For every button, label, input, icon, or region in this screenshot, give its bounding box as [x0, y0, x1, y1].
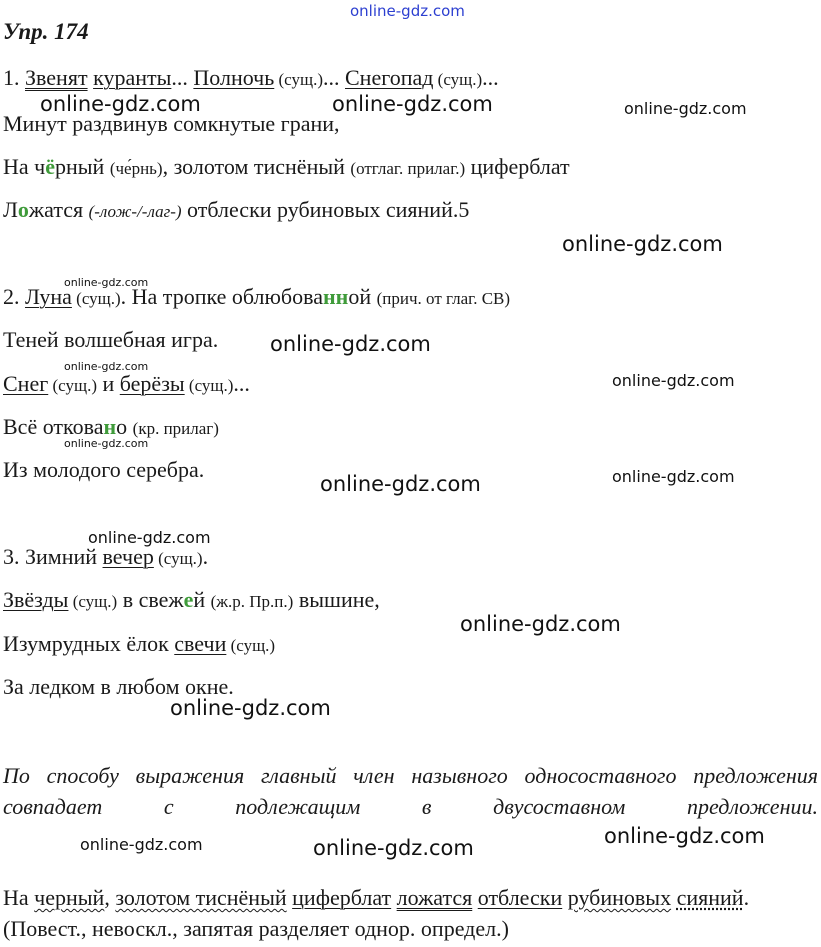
- subject-word: Снег: [3, 371, 49, 396]
- attribute-word: рубиновых: [567, 885, 672, 910]
- text: Изумрудных ёлок: [3, 631, 175, 656]
- text: ,: [104, 885, 116, 910]
- watermark: online-gdz.com: [313, 836, 474, 860]
- exercise-title: Упр. 174: [3, 19, 89, 44]
- note: (че́рнь): [109, 159, 163, 178]
- note: (кр. прилаг): [132, 419, 219, 438]
- watermark: online-gdz.com: [88, 528, 211, 547]
- text: ой: [348, 284, 377, 309]
- watermark: online-gdz.com: [332, 92, 493, 116]
- text: циферблат: [465, 154, 570, 179]
- watermark: online-gdz.com: [40, 92, 201, 116]
- note: (сущ.): [48, 376, 97, 395]
- subject-word: свечи: [174, 631, 227, 656]
- note: (сущ.): [226, 636, 276, 655]
- text: и: [96, 371, 120, 396]
- text: На ч: [3, 154, 46, 179]
- text: й: [193, 587, 211, 612]
- watermark: online-gdz.com: [350, 2, 465, 20]
- text: Л: [3, 197, 18, 222]
- watermark: online-gdz.com: [624, 99, 747, 118]
- s2-line-3: [3, 370, 250, 400]
- text: Всё откова: [3, 414, 104, 439]
- watermark: online-gdz.com: [270, 332, 431, 356]
- attribute-word: черный: [34, 885, 105, 910]
- s2-line-5: Из молодого серебра.: [3, 457, 205, 482]
- watermark: online-gdz.com: [170, 696, 331, 720]
- text: ...: [323, 65, 345, 90]
- final-paragraph: [3, 882, 818, 944]
- text: в свеж: [117, 587, 184, 612]
- subject-word: Луна: [25, 284, 72, 309]
- watermark: online-gdz.com: [64, 360, 149, 373]
- subject-word: Полночь: [193, 65, 275, 90]
- note: (ж.р. Пр.п.): [210, 592, 294, 611]
- text: .: [202, 544, 209, 569]
- text: На: [3, 885, 35, 910]
- highlight-letter: н: [103, 414, 117, 439]
- highlight-letter: нн: [323, 284, 349, 309]
- note: (сущ.): [71, 289, 121, 308]
- subject-word: вечер: [102, 544, 154, 569]
- s1-line-2: Минут раздвинув сомкнутые грани,: [3, 111, 340, 136]
- note: (сущ.): [153, 549, 203, 568]
- subject-word: берёзы: [119, 371, 185, 396]
- watermark: online-gdz.com: [460, 612, 621, 636]
- s3-line-4: За ледком в любом окне.: [3, 674, 234, 699]
- circumstance-word: циферблат: [292, 885, 392, 910]
- s3-line-2: [3, 586, 380, 616]
- text: рный: [54, 154, 110, 179]
- predicate-word: ложатся: [396, 885, 473, 910]
- num: 2.: [3, 284, 25, 309]
- note: (сущ.): [433, 70, 483, 89]
- highlight-letter: е: [183, 587, 194, 612]
- watermark: online-gdz.com: [320, 472, 481, 496]
- num: 3. Зимний: [3, 544, 103, 569]
- highlight-letter: ё: [45, 154, 55, 179]
- watermark: online-gdz.com: [612, 467, 735, 486]
- attribute-word: золотом тиснёный: [115, 885, 287, 910]
- s3-line-3: [3, 630, 275, 660]
- watermark: online-gdz.com: [612, 371, 735, 390]
- s1-line-4: [3, 196, 469, 226]
- subject-word: Звёзды: [3, 587, 69, 612]
- s3-line-1: [3, 543, 208, 573]
- subject-word: куранты: [93, 65, 172, 90]
- text: ...: [171, 65, 194, 90]
- note: (сущ.): [184, 376, 234, 395]
- watermark: online-gdz.com: [64, 276, 149, 289]
- watermark: online-gdz.com: [64, 437, 149, 450]
- watermark: online-gdz.com: [80, 835, 203, 854]
- predicate-word: Звенят: [25, 65, 88, 90]
- highlight-letter: о: [17, 197, 29, 222]
- s2-line-2: Теней волшебная игра.: [3, 327, 219, 352]
- s1-line-3: [3, 153, 570, 183]
- watermark: online-gdz.com: [604, 824, 765, 848]
- object-word: сияний: [676, 885, 744, 910]
- s1-line-1: [3, 64, 499, 94]
- note: (сущ.): [274, 70, 323, 89]
- note: (-лож-/-лаг-): [88, 202, 182, 221]
- note: (сущ.): [68, 592, 118, 611]
- rule-paragraph: По способу выражения главный член назывного односоставного предложения совпадает с подлежащим в двусоставном предложении.: [3, 763, 818, 819]
- subject-word: Снегопад: [345, 65, 434, 90]
- text: , золотом тиснёный: [162, 154, 351, 179]
- text: о: [116, 414, 133, 439]
- text: . (Повест., невоскл., запятая разделяет однор. определ.): [3, 885, 750, 941]
- text: отблески рубиновых сияний.5: [181, 197, 470, 222]
- text: ...: [233, 371, 250, 396]
- subject-word: отблески: [477, 885, 563, 910]
- text: ...: [482, 65, 499, 90]
- num: 1.: [3, 65, 25, 90]
- note: (прич. от глаг. СВ): [376, 289, 511, 308]
- note: (отглаг. прилаг.): [350, 159, 466, 178]
- text: . На тропке облюбова: [120, 284, 323, 309]
- text: вышине,: [293, 587, 380, 612]
- watermark: online-gdz.com: [562, 232, 723, 256]
- text: жатся: [28, 197, 89, 222]
